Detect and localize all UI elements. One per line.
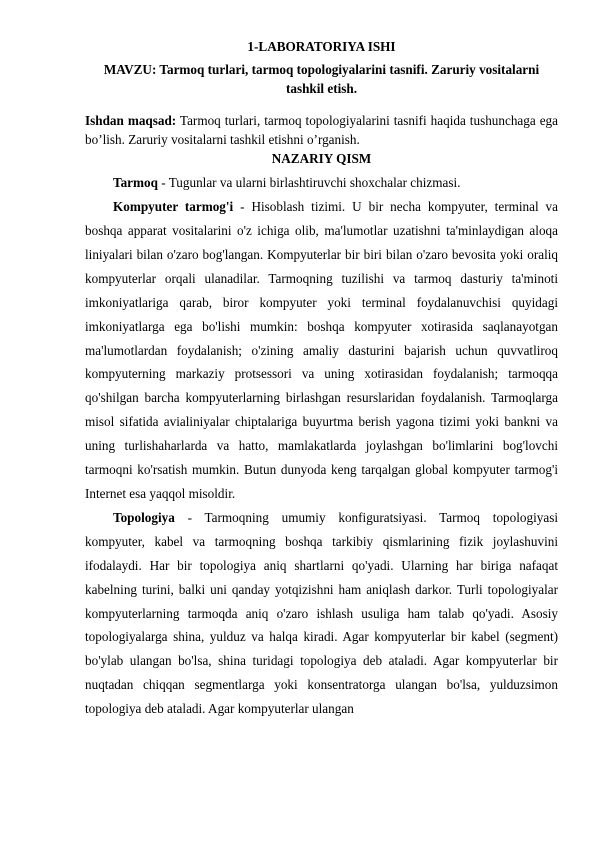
goal-label: Ishdan maqsad: xyxy=(85,113,177,129)
definition-network: - Tugunlar va ularni birlashtiruvchi shoxchalar chizmasi. xyxy=(157,175,461,191)
topic-heading: MAVZU: Tarmoq turlari, tarmoq topologiyalarini tasnifi. Zaruriy vositalarni tashkil etish. xyxy=(103,62,540,96)
term-topology: Topologiya xyxy=(113,509,175,525)
document-page xyxy=(85,38,558,721)
term-network: Tarmoq xyxy=(113,175,158,191)
goal-paragraph xyxy=(85,111,558,149)
definition-computer-network: - Hisoblash tizimi. U bir necha kompyuter, terminal va boshqa apparat vositalarini o'z ichiga olib, ma'lumotlar uzatishni ta'minlaydigan aloqa liniyalari bilan o'zaro bog'langan. Kompyuterlar bir biri bilan o'zaro bevosita yoki oraliq kompyuterlar orqali ulanadilar. Tarmoqning tuzilishi va tarmoq dasturiy ta'minoti imkoniyatlariga qarab, biror kompyuter yoki terminal foydalanuvchisi quyidagi imkoniyatlarga ega bo'lishi mumkin: boshqa kompyuter xotirasida saqlanayotgan ma'lumotlardan foydalanish; o'zining amaliy dasturini bajarish uchun quvvatliroq kompyuterning markaziy protsessori va uning xotirasidan foydalanish; tarmoqqa qo'shilgan barcha kompyuterlarning birlashgan resurslaridan foydalanish. Tarmoqlarga misol sifatida avialiniyalar chiptalariga buyurtma berish yagona tizimi yoki bankni va uning turlishaharlarda va hatto, mamlakatlarda joylashgan bo'limlarini bog'lovchi tarmoqni ko'rsatish mumkin. Butun dunyoda keng tarqalgan global kompyuter tarmog'i Internet esa yaqqol misoldir. xyxy=(85,199,558,501)
lab-title: 1-LABORATORIYA ISHI xyxy=(247,39,396,54)
paragraph-computer-network xyxy=(85,195,558,506)
paragraph-topology xyxy=(85,506,558,721)
goal-text: Tarmoq turlari, tarmoq topologiyalarini tasnifi haqida tushunchaga ega bo’lish. Zaruriy vositalarni tashkil etishni o’rganish. xyxy=(85,113,558,148)
definition-topology: - Tarmoqning umumiy konfiguratsiyasi. Tarmoq topologiyasi kompyuter, kabel va tarmoqning boshqa tarkibiy qismlarining fizik joylashuvini ifodalaydi. Har bir topologiya aniq shartlarni qo'yadi. Ularning har biriga nafaqat kabelning turini, balki uni qanday yotqizishni ham aniqlash darkor. Turli topologiyalar kompyuterlarning tarmoqda aniq o'zaro ishlash usuliga ham talab qo'yadi. Asosiy topologiyalarga shina, yulduz va halqa kiradi. Agar kompyuterlar bir kabel (segment) bo'ylab ulangan bo'lsa, shina turidagi topologiya deb ataladi. Agar kompyuterlar bir nuqtadan chiqqan segmentlarga yoki konsentratorga ulangan bo'lsa, yulduzsimon topologiya deb ataladi. Agar kompyuterlar ulangan xyxy=(85,509,558,717)
term-computer-network: Kompyuter tarmog'i xyxy=(113,199,234,215)
section-title: NAZARIY QISM xyxy=(271,151,372,167)
paragraph-network xyxy=(85,171,558,195)
